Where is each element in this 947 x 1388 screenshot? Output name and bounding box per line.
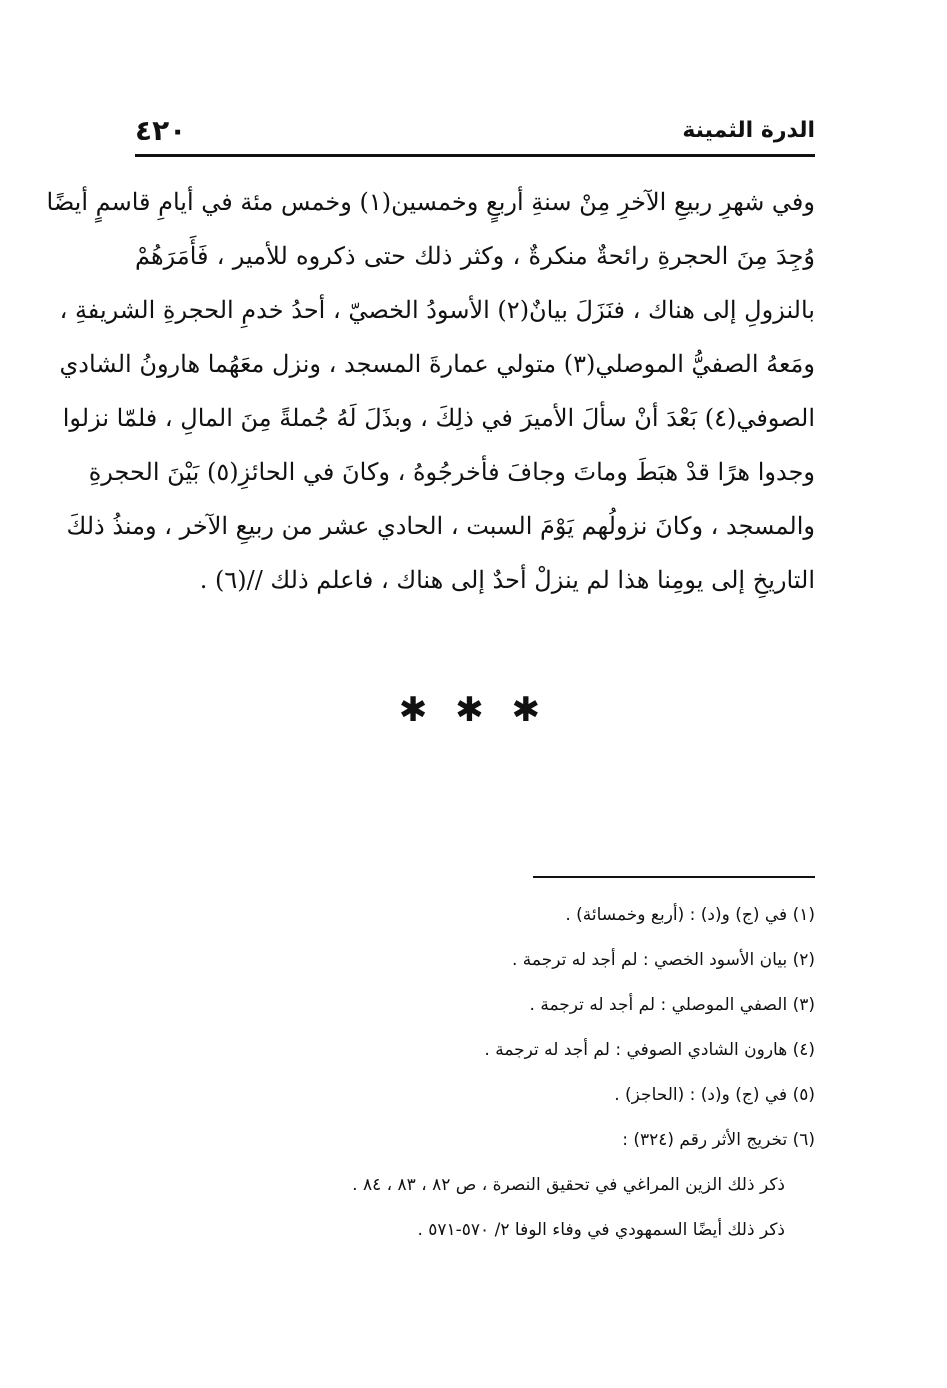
body-line: الصوفي(٤) بَعْدَ أنْ سألَ الأميرَ في ذلِكَ ، وبذَلَ لَهُ جُملةً مِنَ المالِ ، فلمّا نزلوا [62, 404, 815, 432]
body-text [46, 175, 815, 607]
footnote: (٦) تخريج الأثر رقم (٣٢٤) : [622, 1130, 815, 1150]
footnotes [300, 900, 815, 1260]
footnote-detail: ذكر ذلك الزين المراغي في تحقيق النصرة ، ص ٨٢ ، ٨٣ ، ٨٤ . [352, 1175, 785, 1195]
footnote-detail: ذكر ذلك أيضًا السمهودي في وفاء الوفا ٢/ ٥٧٠-٥٧١ . [417, 1220, 785, 1240]
body-line: التاريخِ إلى يومِنا هذا لم ينزلْ أحدٌ إلى هناك ، فاعلم ذلك //(٦) . [199, 566, 815, 594]
running-title: الدرة الثمينة [682, 118, 815, 143]
body-line: ومَعهُ الصفيُّ الموصلي(٣) متولي عمارةَ المسجد ، ونزل معَهُما هارونُ الشادي [59, 350, 815, 378]
body-line: وفي شهرِ ربيعِ الآخرِ مِنْ سنةِ أربعٍ وخمسين(١) وخمس مئة في أيامِ قاسمٍ أيضًا [46, 188, 815, 216]
footnote: (١) في (ج) و(د) : (أربع وخمسائة) . [565, 905, 815, 925]
footnote: (٣) الصفي الموصلي : لم أجد له ترجمة . [529, 995, 815, 1015]
footnote: (٤) هارون الشادي الصوفي : لم أجد له ترجمة . [484, 1040, 815, 1060]
header-rule [135, 154, 815, 157]
body-line: وجدوا هرًا قدْ هبَطَ وماتَ وجافَ فأخرجُوهُ ، وكانَ في الحائزِ(٥) بَيْنَ الحجرةِ [88, 458, 815, 486]
page-number: ٤٢٠ [135, 114, 187, 147]
body-line: بالنزولِ إلى هناك ، فنَزَلَ بيانٌ(٢) الأسودُ الخصيّ ، أحدُ خدمِ الحجرةِ الشريفةِ ، [59, 296, 815, 324]
footnote-rule [533, 876, 815, 878]
footnote: (٥) في (ج) و(د) : (الحاجز) . [614, 1085, 815, 1105]
section-divider: ✱ ✱ ✱ [398, 690, 549, 730]
body-line: وُجِدَ مِنَ الحجرةِ رائحةٌ منكرةٌ ، وكثر ذلك حتى ذكروه للأمير ، فَأَمَرَهُمْ [135, 242, 815, 270]
page-header [135, 112, 815, 156]
body-line: والمسجد ، وكانَ نزولُهم يَوْمَ السبت ، الحادي عشر من ربيعِ الآخر ، ومنذُ ذلكَ [66, 512, 815, 540]
footnote: (٢) بيان الأسود الخصي : لم أجد له ترجمة . [511, 950, 815, 970]
